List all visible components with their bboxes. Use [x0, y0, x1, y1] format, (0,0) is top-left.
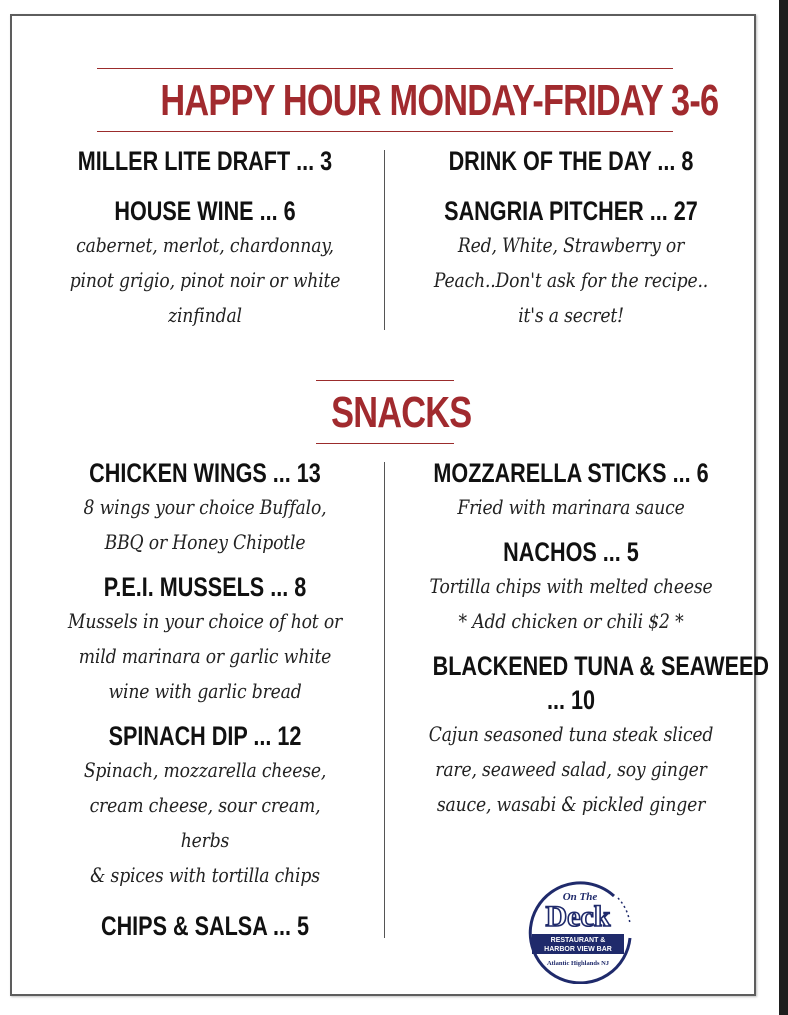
item-description: Spinach, mozzarella cheese, cream cheese, sour cream, herbs & spices with tortilla chips: [83, 758, 327, 887]
logo-main-text: Deck: [545, 900, 611, 933]
item-description: Mussels in your choice of hot or mild marinara or garlic white wine with garlic bread: [67, 609, 343, 703]
menu-item: [40, 719, 370, 893]
menu-item: [398, 194, 744, 333]
menu-item: [398, 535, 744, 639]
snacks-divider: [384, 462, 385, 938]
menu-item: [398, 456, 744, 525]
item-name: CHICKEN WINGS ... 13: [89, 458, 321, 488]
item-name: CHIPS & SALSA ... 5: [100, 911, 310, 941]
happy-hour-title: HAPPY HOUR MONDAY-FRIDAY 3-6: [160, 76, 719, 125]
item-name: MILLER LITE DRAFT ... 3: [77, 146, 333, 176]
item-description: Tortilla chips with melted cheese * Add chicken or chili $2 *: [429, 574, 713, 633]
logo-line2: HARBOR VIEW BAR: [544, 946, 612, 953]
logo-line3: Atlantic Highlands NJ: [546, 960, 610, 967]
item-name: DRINK OF THE DAY ... 8: [448, 146, 694, 176]
logo-top-text: On The: [562, 891, 598, 903]
menu-item: [40, 144, 370, 178]
item-description: Fried with marinara sauce: [457, 495, 685, 519]
item-name: P.E.I. MUSSELS ... 8: [103, 572, 307, 602]
happy-hour-right-column: [398, 144, 744, 333]
snacks-heading: [12, 380, 758, 444]
snacks-left-column: [40, 456, 370, 943]
item-description: cabernet, merlot, chardonnay, pinot grigio, pinot noir or white zinfindal: [69, 233, 341, 327]
happy-hour-left-column: [40, 144, 370, 333]
menu-item: [40, 456, 370, 560]
menu-item: [40, 570, 370, 709]
restaurant-logo: [518, 876, 638, 984]
snacks-title: SNACKS: [331, 388, 472, 437]
item-name: SANGRIA PITCHER ... 27: [444, 196, 698, 226]
happy-hour-heading: [12, 68, 758, 132]
menu-item: [398, 144, 744, 178]
snacks-right-column: [398, 456, 770, 822]
logo-line1: RESTAURANT &: [550, 937, 606, 944]
item-name: NACHOS ... 5: [503, 537, 639, 567]
item-name-continued: ... 10: [546, 685, 596, 715]
menu-page: [10, 14, 770, 996]
item-description: Cajun seasoned tuna steak sliced rare, seaweed salad, soy ginger sauce, wasabi & pickled ginger: [428, 722, 714, 816]
item-description: 8 wings your choice Buffalo, BBQ or Honey Chipotle: [83, 495, 327, 554]
menu-item: [40, 194, 370, 333]
item-name: BLACKENED TUNA & SEAWEED: [432, 651, 770, 681]
item-name: SPINACH DIP ... 12: [108, 721, 302, 751]
window-edge-strip: [779, 0, 788, 1015]
menu-item: [398, 649, 770, 822]
menu-item: [40, 909, 370, 943]
happy-hour-divider: [384, 150, 385, 330]
item-name: MOZZARELLA STICKS ... 6: [433, 458, 709, 488]
item-description: Red, White, Strawberry or Peach..Don't ask for the recipe.. it's a secret!: [433, 233, 709, 327]
item-name: HOUSE WINE ... 6: [114, 196, 296, 226]
